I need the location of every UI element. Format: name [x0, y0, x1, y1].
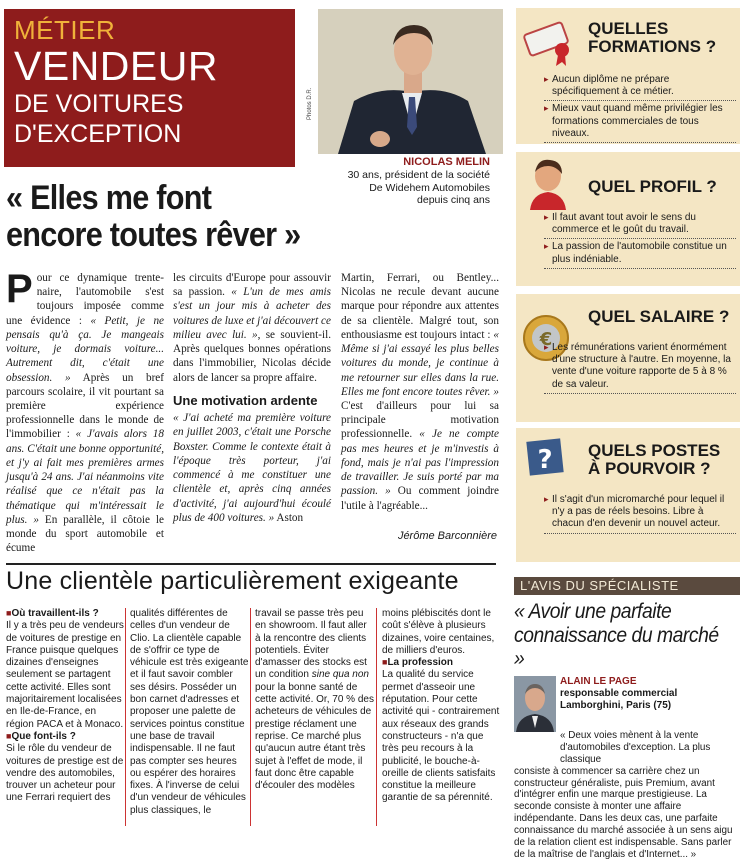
- bottom-text: travail se passe très peu en showroom. Il faut aller à la rencontre des clients potentiels. Éviter d'amasser des stocks est un condition: [255, 608, 367, 681]
- specialist-photo: [514, 676, 556, 732]
- specialist-text: [514, 730, 742, 861]
- specialist-text-body: consiste à commencer sa carrière chez un constructeur généraliste, puis Premium, avant d'intégrer enfin une marque prestigieuse. La seconde consiste à monter une affaire indépendante. Dans les deux cas, une parfaite connaissance du marché associée à un sens aigu de la relation client est indispensable. Sans parler de la maîtrise de l'anglais et d'Internet... »: [514, 765, 733, 860]
- section-title: Une clientèle particulièrement exigeante: [6, 567, 459, 595]
- svg-text:?: ?: [537, 445, 553, 475]
- formations-title-1: QUELLES: [588, 19, 669, 38]
- article-quote: « L'un de mes amis s'est un jour mis à acheter des voitures de luxe et j'ai découvert ce milieu avec lui. »: [173, 286, 331, 341]
- photo-credit: Photos D.R.: [307, 87, 313, 120]
- list-item: ▸ Mieux vaut quand même privilégier les formations commerciales de tous niveaux.: [544, 103, 736, 143]
- headline: [6, 180, 312, 253]
- specialist-name: ALAIN LE PAGE: [560, 676, 637, 687]
- profil-list: [544, 212, 736, 271]
- specialist-tag: L'AVIS DU SPÉCIALISTE: [514, 577, 740, 595]
- headline-line-2: encore toutes rêver »: [6, 215, 301, 254]
- article-text: les circuits d'Europe pour assouvir sa passion.: [173, 272, 331, 299]
- article-text: C'est d'ailleurs pour lui sa principale motivation professionnelle.: [341, 399, 499, 441]
- postes-box: [516, 428, 740, 562]
- formations-list: [544, 74, 736, 145]
- bottom-subhead: ■ Que font-ils ?: [6, 731, 126, 743]
- portrait-photo: [318, 9, 503, 154]
- article-quote: « Petit, je ne pensais qu'à ça. Je mangeais voiture, je dormais voiture... Autrement dit, c'était une obsession. »: [6, 314, 164, 384]
- postes-title: [588, 442, 720, 478]
- svg-text:€: €: [539, 329, 553, 350]
- salaire-title: QUEL SALAIRE ?: [588, 307, 730, 326]
- headline-line-1: « Elles me font: [6, 179, 212, 217]
- specialist-identity: [560, 676, 742, 712]
- specialist-text-lead: « Deux voies mènent à la vente d'automobiles d'exception. La plus classique: [560, 730, 711, 765]
- formations-title: [588, 20, 716, 56]
- drop-cap: P: [6, 267, 33, 311]
- profil-title: QUEL PROFIL ?: [588, 177, 717, 196]
- list-item: ▸ La passion de l'automobile constitue un plus indéniable.: [544, 241, 736, 268]
- bottom-column-4: [382, 608, 502, 805]
- specialist-role: responsable commercial Lamborghini, Paris (75): [560, 688, 678, 711]
- article-quote: « Je ne compte pas mes heures et je m'investis à fond, mais je n'ai pas l'impression de travailler. Je suis porté par ma passion. »: [341, 428, 499, 498]
- article-quote: « Même si j'ai essayé les plus belles voitures du monde, je continue à me retourner sur elles dans la rue. Elles me font encore toutes rêver. »: [341, 328, 499, 398]
- caption-line: depuis cinq ans: [417, 194, 490, 207]
- bottom-text: qualités différentes de celles d'un vendeur de Clio. La clientèle capable de s'offrir ce type de véhicule est très exigeante et il faut savoir combler ses désirs. Posséder un bon carnet d'adresses et proposer une palette de services pointus constitue une base de travail indispensable. Il ne faut pas compter ses heures ou espérer des horaires fixes. À l'inverse de celui d'un vendeur de véhicules plus classiques, le: [130, 608, 249, 816]
- specialist-quote: « Avoir une parfaite connaissance du marché »: [514, 600, 719, 671]
- diploma-icon: [520, 12, 576, 68]
- column-rule: [250, 608, 251, 826]
- article-quote: « J'avais alors 18 ans. C'était une bonne opportunité, et j'y ai fait mes premières armes jusqu'à 24 ans. J'ai néanmoins vite réalisé que ce n'était pas la thématique qui m'intéressait le plus. »: [6, 428, 164, 526]
- banner-subtitle-1: DE VOITURES: [14, 90, 184, 118]
- section-divider: [6, 563, 496, 565]
- bottom-subhead: ■ Où travaillent-ils ?: [6, 608, 126, 620]
- article-text: Après un bref parcours scolaire, il vit pourtant sa première expérience professionnelle dans le monde de l'immobilier :: [6, 371, 164, 441]
- banner-subtitle-2: D'EXCEPTION: [14, 120, 182, 149]
- person-icon: [520, 154, 576, 210]
- author-signature: Jérôme Barconnière: [397, 530, 497, 542]
- salaire-box: [516, 294, 740, 422]
- formations-title-2: FORMATIONS ?: [588, 36, 717, 56]
- article-text: Aston: [274, 511, 304, 524]
- banner-title: VENDEUR: [14, 43, 218, 89]
- salaire-list: [544, 342, 736, 396]
- banner-kicker: MÉTIER: [14, 15, 116, 45]
- bottom-text: Si le rôle du vendeur de voitures de prestige est de vendre des automobiles, trouver un acheteur pour une Ferrari requiert des: [6, 743, 124, 804]
- bottom-text: pour la bonne santé de cette activité. Or, 70 % des acheteurs de véhicules de prestige réclament une reprise. Ce marché plus qu'aucun autre étant très sujet à l'effet de mode, il faut donc être capable d'écouler des modèles: [255, 681, 374, 792]
- bottom-column-3: [255, 608, 375, 792]
- article-column-1: [6, 267, 165, 555]
- question-icon: [520, 430, 576, 486]
- bottom-text: Il y a très peu de vendeurs de voitures de prestige en France puisque quelques dizaines d'enseignes seulement se partagent cette activité. Elles sont majoritairement localisées en Ile-de-France, en région PACA et à Monaco.: [6, 620, 124, 730]
- article-text: En parallèle, il côtoie le monde du sport automobile et écume: [6, 513, 165, 555]
- list-item: ▸ Il s'agit d'un micromarché pour lequel il n'y a pas de réels besoins. Libre à chacun d'en devenir un nouvel acteur.: [544, 494, 736, 534]
- article-quote: « J'ai acheté ma première voiture en juillet 2003, c'était une Porsche Boxster. Comme le contexte était à l'époque très porteur, j'ai commencé à me constituer une clientèle et, après cinq années d'activité, j'ai aujourd'hui écoulé plus de 400 voitures. »: [173, 412, 331, 524]
- caption-line: De Widehem Automobiles: [369, 181, 490, 194]
- bottom-text-italic: sine qua non: [311, 669, 369, 681]
- postes-title-1: QUELS POSTES: [588, 441, 721, 460]
- profil-box: [516, 152, 740, 286]
- info-sidebar: [512, 0, 744, 575]
- bottom-subhead: ■ La profession: [382, 657, 502, 669]
- article-column-3: [341, 271, 499, 513]
- postes-list: [544, 494, 736, 536]
- article-text: , se souvient-il. Après quelques bonnes opérations dans l'immobilier, Nicolas décide alors de lancer sa propre affaire.: [173, 328, 331, 384]
- bottom-column-1: [6, 608, 126, 805]
- list-item: ▸ Aucun diplôme ne prépare spécifiquement à ce métier.: [544, 74, 736, 101]
- postes-title-2: À POURVOIR ?: [588, 458, 711, 478]
- formations-box: [516, 8, 740, 144]
- bottom-text: La qualité du service permet d'asseoir une réputation. Pour cette activité qui - contrairement aux réseaux des grands constructeurs - n'a que très peu recours à la publicité, le bouche-à-oreille de clients satisfaits constitue la meilleure garantie de sa pérennité.: [382, 669, 500, 804]
- caption-name: NICOLAS MELIN: [403, 156, 490, 168]
- bottom-text: moins plébiscités dont le coût s'élève à plusieurs dizaines, voire centaines, de milliers d'euros.: [382, 608, 495, 656]
- list-item: ▸ Il faut avant tout avoir le sens du commerce et le goût du travail.: [544, 212, 736, 239]
- article-subhead: Une motivation ardente: [173, 392, 318, 408]
- article-text: Martin, Ferrari, ou Bentley... Nicolas ne recule devant aucune marque pour répondre aux attentes de sa clientèle. Malgré tout, son enthousiasme est toujours intact :: [341, 272, 499, 341]
- bottom-column-2: [130, 608, 250, 817]
- photo-caption: [340, 156, 490, 207]
- column-rule: [125, 608, 126, 826]
- title-banner: [4, 9, 295, 167]
- article-column-2: [173, 271, 331, 525]
- list-item: ▸ Les rémunérations varient énormément d'une structure à l'autre. En moyenne, la vente d'une voiture rapporte de 5 à 8 % de sa valeur.: [544, 342, 736, 394]
- article-text: Ou comment joindre l'utile à l'agréable...: [341, 485, 499, 512]
- column-rule: [376, 608, 377, 826]
- article-text: our ce dynamique trente-naire, l'automobile s'est toujours imposée comme une évidence :: [6, 272, 164, 327]
- caption-line: 30 ans, président de la société: [347, 169, 490, 182]
